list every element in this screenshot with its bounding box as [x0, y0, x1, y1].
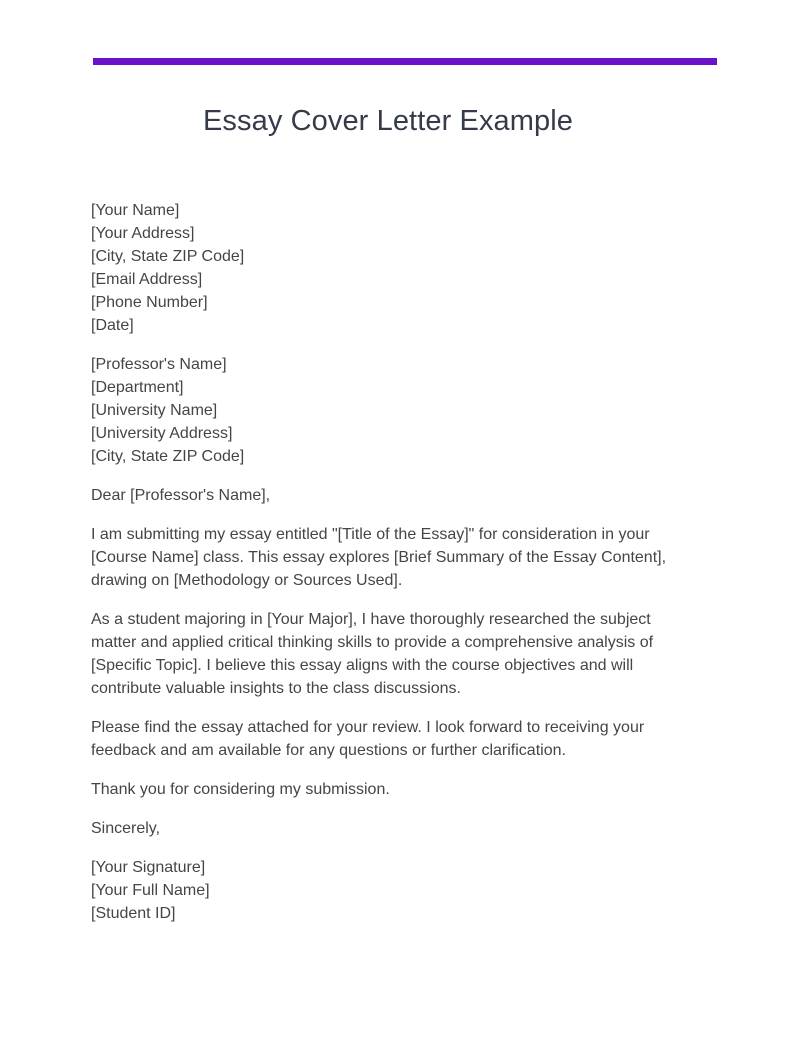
- recipient-university-address: [University Address]: [91, 425, 233, 442]
- sender-address: [Your Address]: [91, 225, 195, 242]
- closing-text: Sincerely,: [91, 820, 161, 837]
- top-accent-rule: [93, 58, 717, 65]
- recipient-university: [University Name]: [91, 402, 218, 419]
- signature-block: [91, 856, 691, 925]
- student-id-line: [Student ID]: [91, 905, 176, 922]
- letter-body: [91, 199, 691, 925]
- sender-email: [Email Address]: [91, 271, 203, 288]
- sender-city-state-zip: [City, State ZIP Code]: [91, 248, 245, 265]
- paragraph-text: As a student majoring in [Your Major], I have thoroughly researched the subject matter and applied critical thinking skills to provide a comprehensive analysis of [Specific Topic]. I believe this essay aligns with the course objectives and will contribute valuable insights to the class discussions.: [91, 611, 654, 697]
- body-paragraph-4: [91, 778, 691, 801]
- full-name-line: [Your Full Name]: [91, 882, 210, 899]
- paragraph-text: I am submitting my essay entitled "[Title of the Essay]" for consideration in your [Course Name] class. This essay explores [Brief Summary of the Essay Content], drawing on [Methodology or Sources Used].: [91, 526, 667, 589]
- page-title: Essay Cover Letter Example: [202, 105, 574, 137]
- body-paragraph-1: [91, 523, 691, 592]
- recipient-name: [Professor's Name]: [91, 356, 227, 373]
- salutation: [91, 484, 691, 507]
- signature-line: [Your Signature]: [91, 859, 206, 876]
- body-paragraph-2: [91, 608, 691, 700]
- salutation-text: Dear [Professor's Name],: [91, 487, 271, 504]
- sender-phone: [Phone Number]: [91, 294, 208, 311]
- paragraph-text: Thank you for considering my submission.: [91, 781, 390, 798]
- paragraph-text: Please find the essay attached for your review. I look forward to receiving your feedback and am available for any questions or further clarification.: [91, 719, 645, 759]
- recipient-department: [Department]: [91, 379, 184, 396]
- sender-address-block: [91, 199, 691, 337]
- recipient-address-block: [91, 353, 691, 468]
- closing: [91, 817, 691, 840]
- recipient-city-state-zip: [City, State ZIP Code]: [91, 448, 245, 465]
- body-paragraph-3: [91, 716, 691, 762]
- sender-name: [Your Name]: [91, 202, 180, 219]
- letter-date: [Date]: [91, 317, 134, 334]
